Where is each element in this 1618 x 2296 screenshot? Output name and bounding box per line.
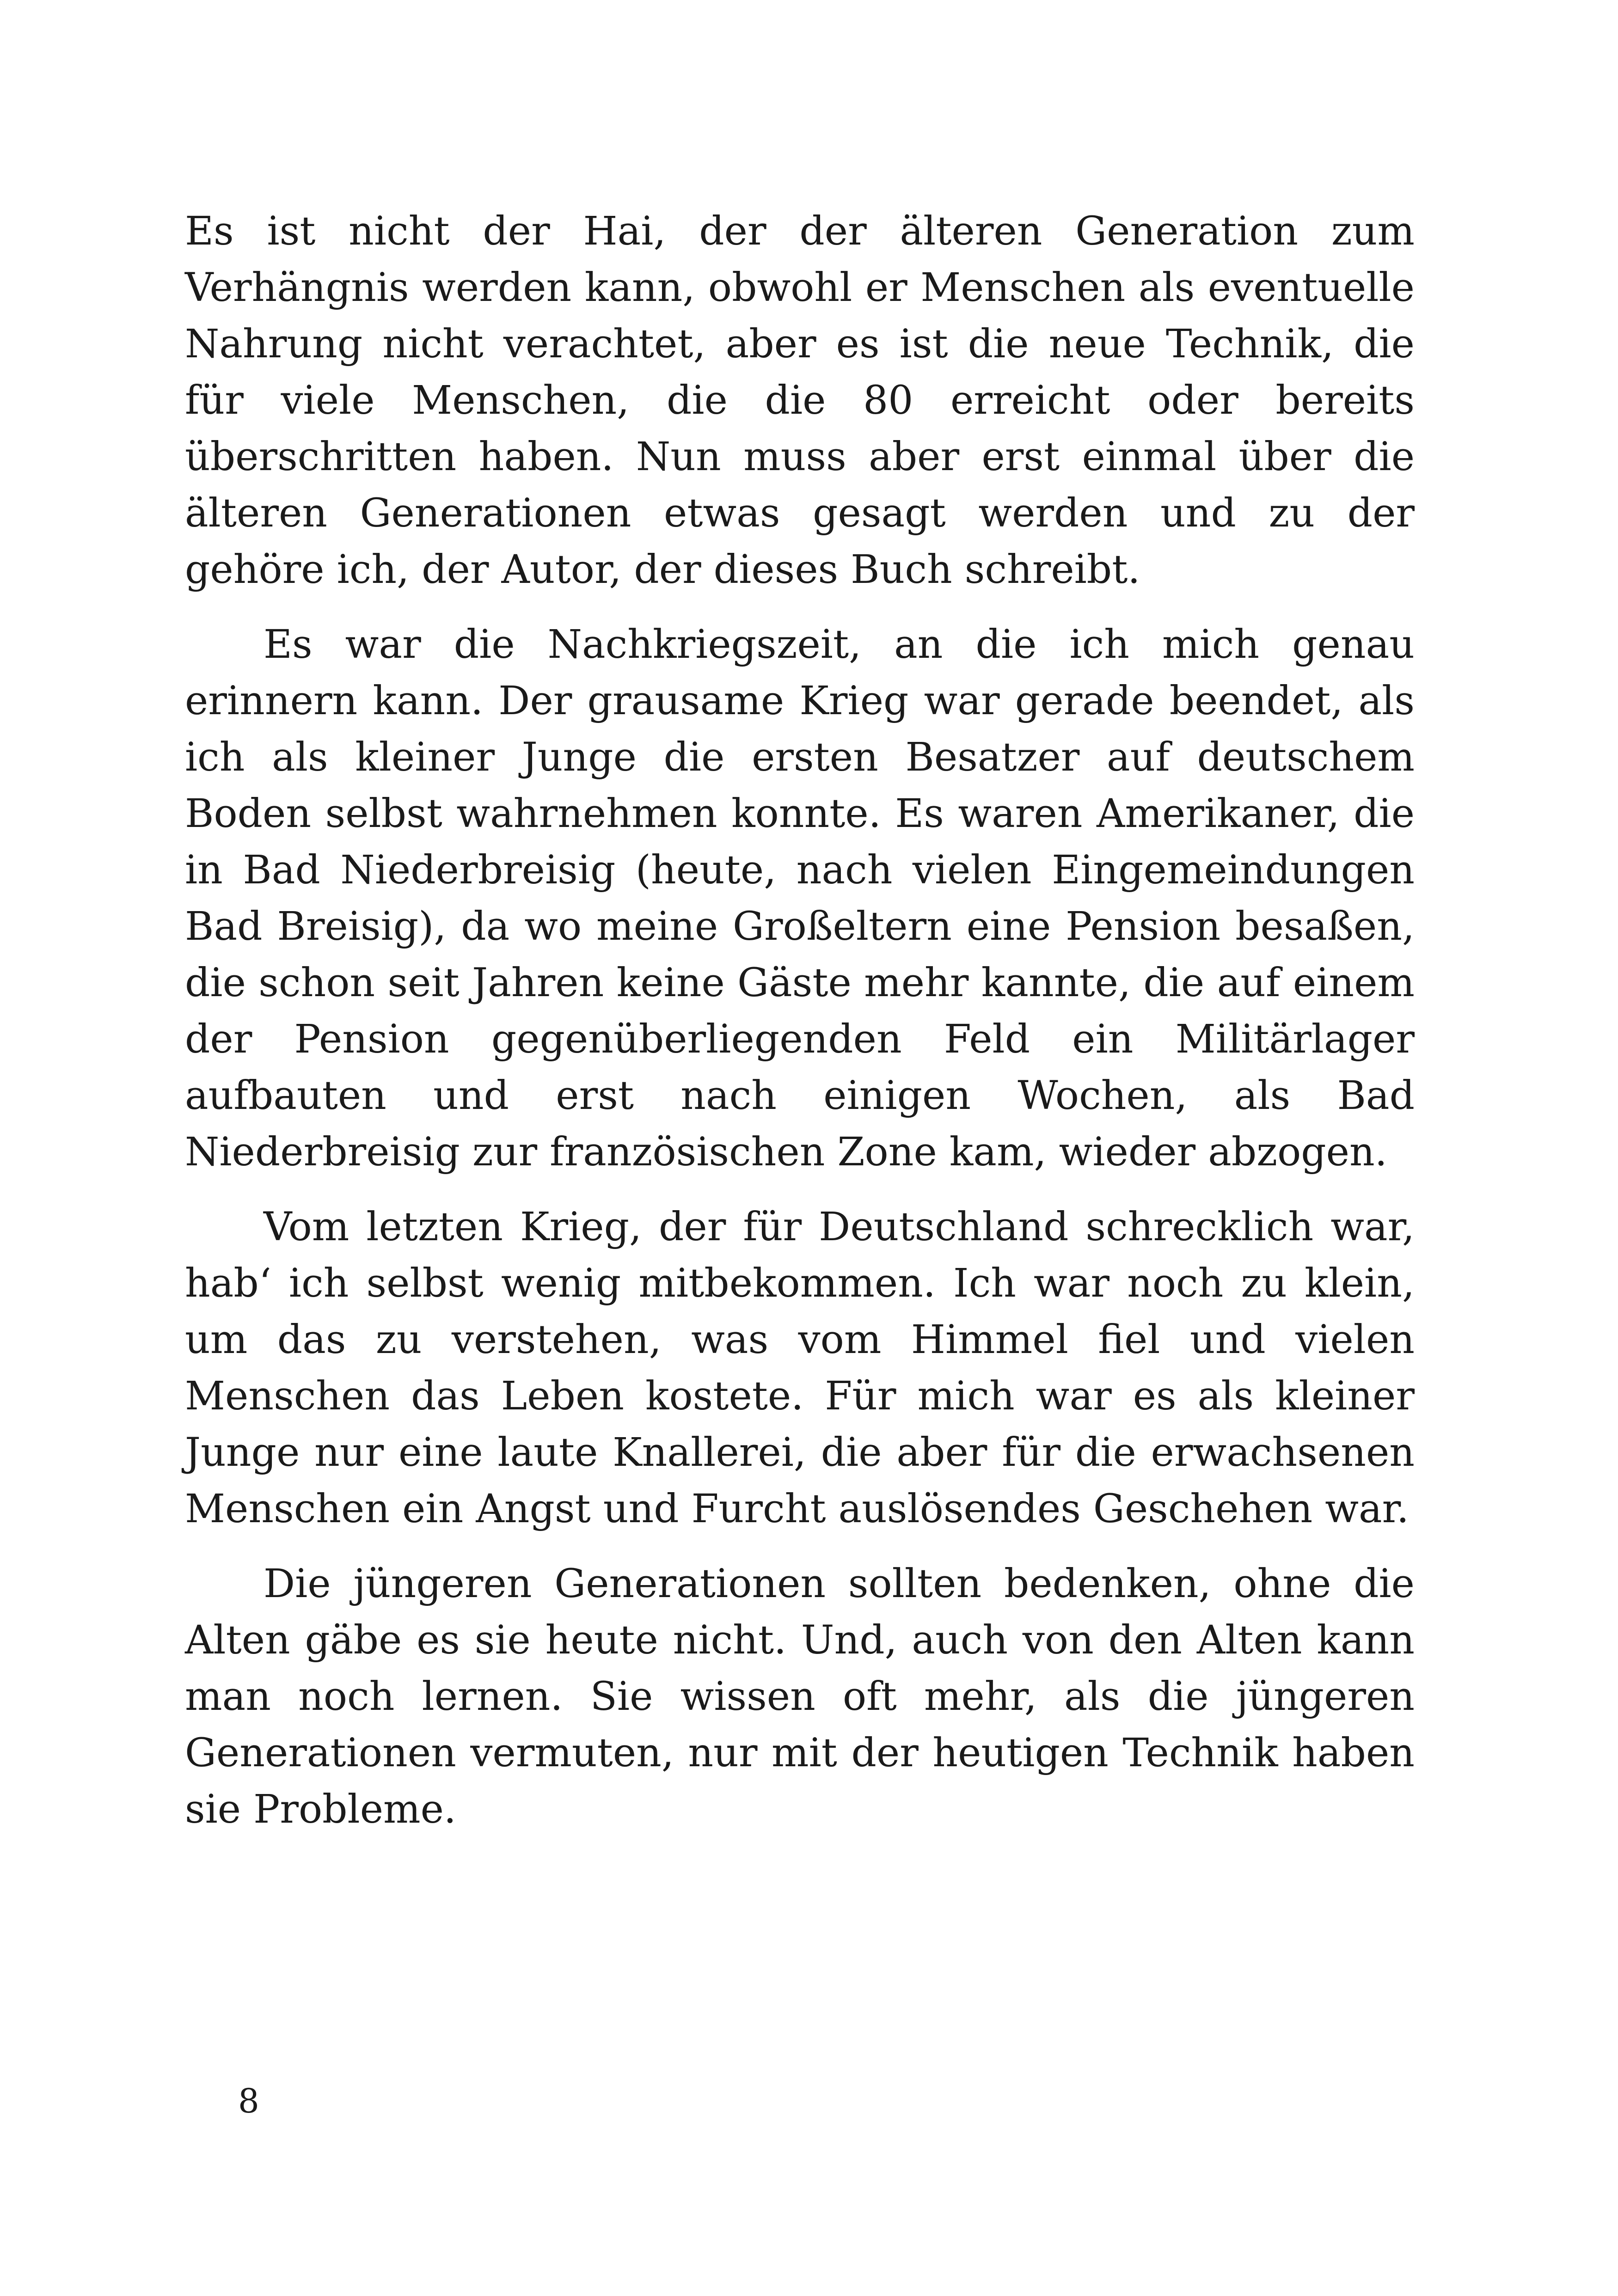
paragraph-3: Vom letzten Krieg, der für Deutschland schrecklich war, hab‘ ich selbst wenig mitbekommen. Ich war noch zu klein, um das zu verstehen, was vom Himmel fiel und vielen Menschen das Leben kostete. Für mich war es als kleiner Junge nur eine laute Knallerei, die aber für die erwachsenen Menschen ein Angst und Furcht auslösendes Geschehen war.: [185, 1204, 1415, 1532]
body-text: [185, 203, 1415, 1856]
page-number: 8: [238, 2082, 259, 2120]
paragraph-1: Es ist nicht der Hai, der der älteren Generation zum Verhängnis werden kann, obwohl er Menschen als eventuelle Nahrung nicht verachtet, aber es ist die neue Technik, die für viele Menschen, die die 80 erreicht oder bereits überschritten haben. Nun muss aber erst einmal über die älteren Generationen etwas gesagt werden und zu der gehöre ich, der Autor, der dieses Buch schreibt.: [185, 208, 1415, 593]
paragraph-2: Es war die Nachkriegszeit, an die ich mich genau erinnern kann. Der grausame Krieg war gerade beendet, als ich als kleiner Junge die ersten Besatzer auf deutschem Boden selbst wahrnehmen konnte. Es waren Amerikaner, die in Bad Niederbreisig (heute, nach vielen Eingemeindungen Bad Breisig), da wo meine Großeltern eine Pension besaßen, die schon seit Jahren keine Gäste mehr kannte, die auf einem der Pension gegenüberliegenden Feld ein Militärlager aufbauten und erst nach einigen Wochen, als Bad Niederbreisig zur französischen Zone kam, wieder abzogen.: [185, 622, 1415, 1175]
paragraph-4: Die jüngeren Generationen sollten bedenken, ohne die Alten gäbe es sie heute nicht. Und, auch von den Alten kann man noch lernen. Sie wissen oft mehr, als die jüngeren Generationen vermuten, nur mit der heutigen Technik haben sie Probleme.: [185, 1561, 1415, 1832]
